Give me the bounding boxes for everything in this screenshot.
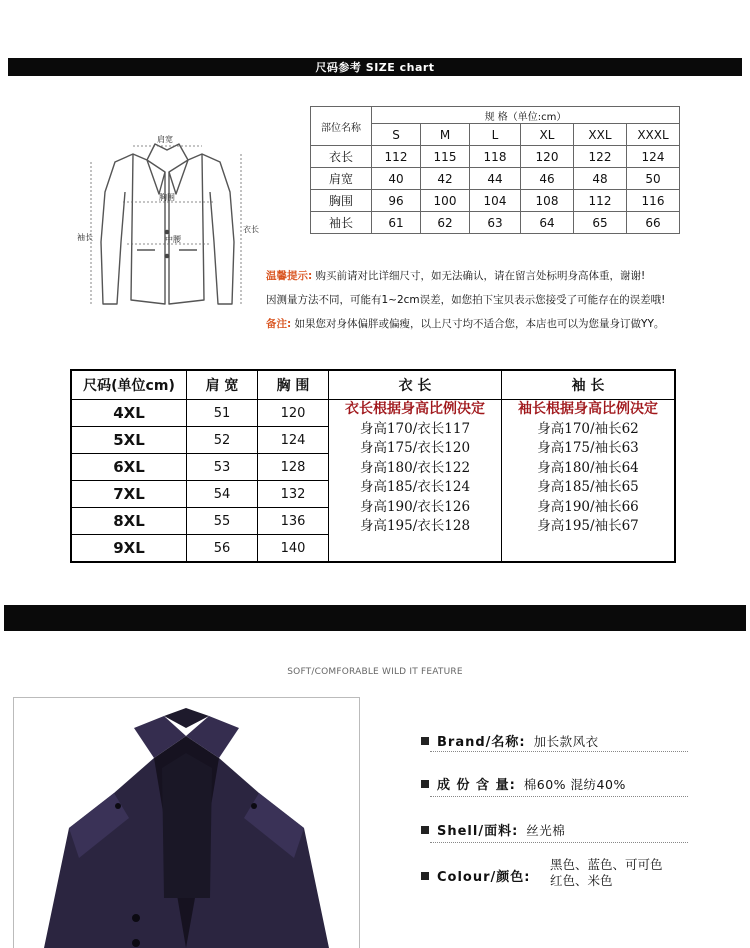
feature-colour [421,866,530,885]
tip-label: 温馨提示: [266,270,313,282]
chest-cell: 120 [258,400,329,427]
tip-line-3 [266,316,664,331]
coat-illustration [14,698,359,948]
diagram-sleeve-label: 袖长 [77,233,93,242]
spec-cell: 112 [574,190,627,212]
spec-cell: 62 [421,212,470,234]
dotted-divider [430,796,688,797]
diagram-length-label: 衣长 [243,225,259,234]
tip-line-2 [266,292,665,307]
jacket-measurement-diagram [75,132,260,317]
length-line: 身高190/衣长126 [359,498,471,515]
sleeve-line: 身高185/袖长65 [537,479,639,495]
tip-line-1 [266,268,645,283]
tip-text: 购买前请对比详细尺寸，如无法确认，请在留言处标明身高体重，谢谢! [315,270,646,282]
shoulder-cell: 55 [187,508,258,535]
spec-size-l: L [470,124,521,146]
feature-label: Shell/面料: [437,824,519,839]
header-shoulder: 肩 宽 [187,370,258,400]
spec-cell: 115 [421,146,470,168]
chest-cell: 132 [258,481,329,508]
sleeve-line: 身高170/袖长62 [537,420,639,437]
spec-row-sleeve [311,212,680,234]
diagram-chest-label: 胸围 [159,193,175,202]
feature-divider-bar [4,605,746,631]
spec-cell: 63 [470,212,521,234]
spec-row-name: 胸围 [311,190,372,212]
size-cell: 6XL [71,454,187,481]
feature-label: 成 份 含 量: [437,778,516,793]
size-cell: 8XL [71,508,187,535]
sleeve-note: 袖长根据身高比例决定 [518,401,658,417]
header-sleeve: 袖 长 [502,370,676,400]
spec-row-shoulder [311,168,680,190]
length-column [329,400,502,563]
spec-cell: 124 [627,146,680,168]
spec-cell: 44 [470,168,521,190]
feature-composition [421,774,626,793]
chest-cell: 136 [258,508,329,535]
length-line: 身高170/衣长117 [359,420,471,437]
bullet-icon [421,826,429,834]
spec-cell: 50 [627,168,680,190]
spec-header-cell: 规 格（单位:cm） [372,107,680,124]
spec-cell: 104 [470,190,521,212]
tip-text: 因测量方法不同，可能有1~2cm误差，如您拍下宝贝表示您接受了可能存在的误差哦! [266,294,666,306]
size-chart-header-bar [8,58,742,76]
header-size: 尺码(单位cm) [71,370,187,400]
note-label: 备注: [266,318,292,330]
large-size-table [70,369,676,563]
dotted-divider [430,842,688,843]
colour-values [550,857,663,889]
size-chart-title: 尺码参考 SIZE chart [315,61,435,74]
sleeve-line: 身高175/袖长63 [537,440,639,456]
spec-size-xxl: XXL [574,124,627,146]
feature-value: 棉60% 混纺40% [523,777,626,792]
size-cell: 4XL [71,400,187,427]
spec-cell: 48 [574,168,627,190]
table-row [71,400,675,427]
header-length: 衣 长 [329,370,502,400]
sleeve-line: 身高195/袖长67 [537,518,639,534]
spec-cell: 112 [372,146,421,168]
size-cell: 9XL [71,535,187,563]
sleeve-column [502,400,676,563]
spec-cell: 118 [470,146,521,168]
spec-cell: 64 [521,212,574,234]
chest-cell: 140 [258,535,329,563]
feature-brand [421,731,599,750]
shoulder-cell: 56 [187,535,258,563]
header-chest: 胸 围 [258,370,329,400]
colour-value-line: 红色、米色 [550,873,613,888]
spec-cell: 40 [372,168,421,190]
feature-label: Brand/名称: [437,735,526,750]
spec-cell: 65 [574,212,627,234]
spec-size-xxxl: XXXL [627,124,680,146]
size-cell: 5XL [71,427,187,454]
spec-row-chest [311,190,680,212]
coat-photo [13,697,360,948]
chest-cell: 124 [258,427,329,454]
shoulder-cell: 53 [187,454,258,481]
feature-value: 丝光棉 [526,823,566,838]
sleeve-line: 身高190/袖长66 [537,498,639,515]
spec-cell: 46 [521,168,574,190]
spec-cell: 61 [372,212,421,234]
spec-cell: 96 [372,190,421,212]
spec-row-name: 肩宽 [311,168,372,190]
spec-size-m: M [421,124,470,146]
spec-corner-cell: 部位名称 [311,107,372,146]
shoulder-cell: 54 [187,481,258,508]
spec-size-s: S [372,124,421,146]
spec-cell: 120 [521,146,574,168]
diagram-shoulder-label: 肩宽 [157,135,173,144]
shoulder-cell: 51 [187,400,258,427]
length-line: 身高195/衣长128 [359,518,471,534]
spec-size-xl: XL [521,124,574,146]
bullet-icon [421,780,429,788]
length-line: 身高185/衣长124 [359,479,471,495]
spec-cell: 100 [421,190,470,212]
spec-cell: 108 [521,190,574,212]
spec-cell: 116 [627,190,680,212]
size-cell: 7XL [71,481,187,508]
bullet-icon [421,737,429,745]
large-table-header-row [71,370,675,400]
shoulder-cell: 52 [187,427,258,454]
sleeve-line: 身高180/袖长64 [537,459,639,476]
feature-label: Colour/颜色: [437,870,531,885]
diagram-waist-label: 中腰 [165,235,181,244]
bullet-icon [421,872,429,880]
spec-size-table [310,106,680,234]
spec-cell: 122 [574,146,627,168]
spec-row-name: 衣长 [311,146,372,168]
spec-cell: 66 [627,212,680,234]
colour-value-line: 黑色、蓝色、可可色 [550,857,663,872]
length-line: 身高180/衣长122 [359,459,471,476]
spec-cell: 42 [421,168,470,190]
note-text: 如果您对身体偏胖或偏瘦，以上尺寸均不适合您，本店也可以为您量身订做YY。 [294,318,665,330]
feature-value: 加长款风衣 [533,734,599,749]
length-note: 衣长根据身高比例决定 [345,401,485,417]
feature-shell [421,820,565,839]
length-line: 身高175/衣长120 [359,440,471,456]
dotted-divider [430,751,688,752]
chest-cell: 128 [258,454,329,481]
feature-title: SOFT/COMFORABLE WILD IT FEATURE [287,667,463,677]
spec-row-length [311,146,680,168]
spec-row-name: 袖长 [311,212,372,234]
